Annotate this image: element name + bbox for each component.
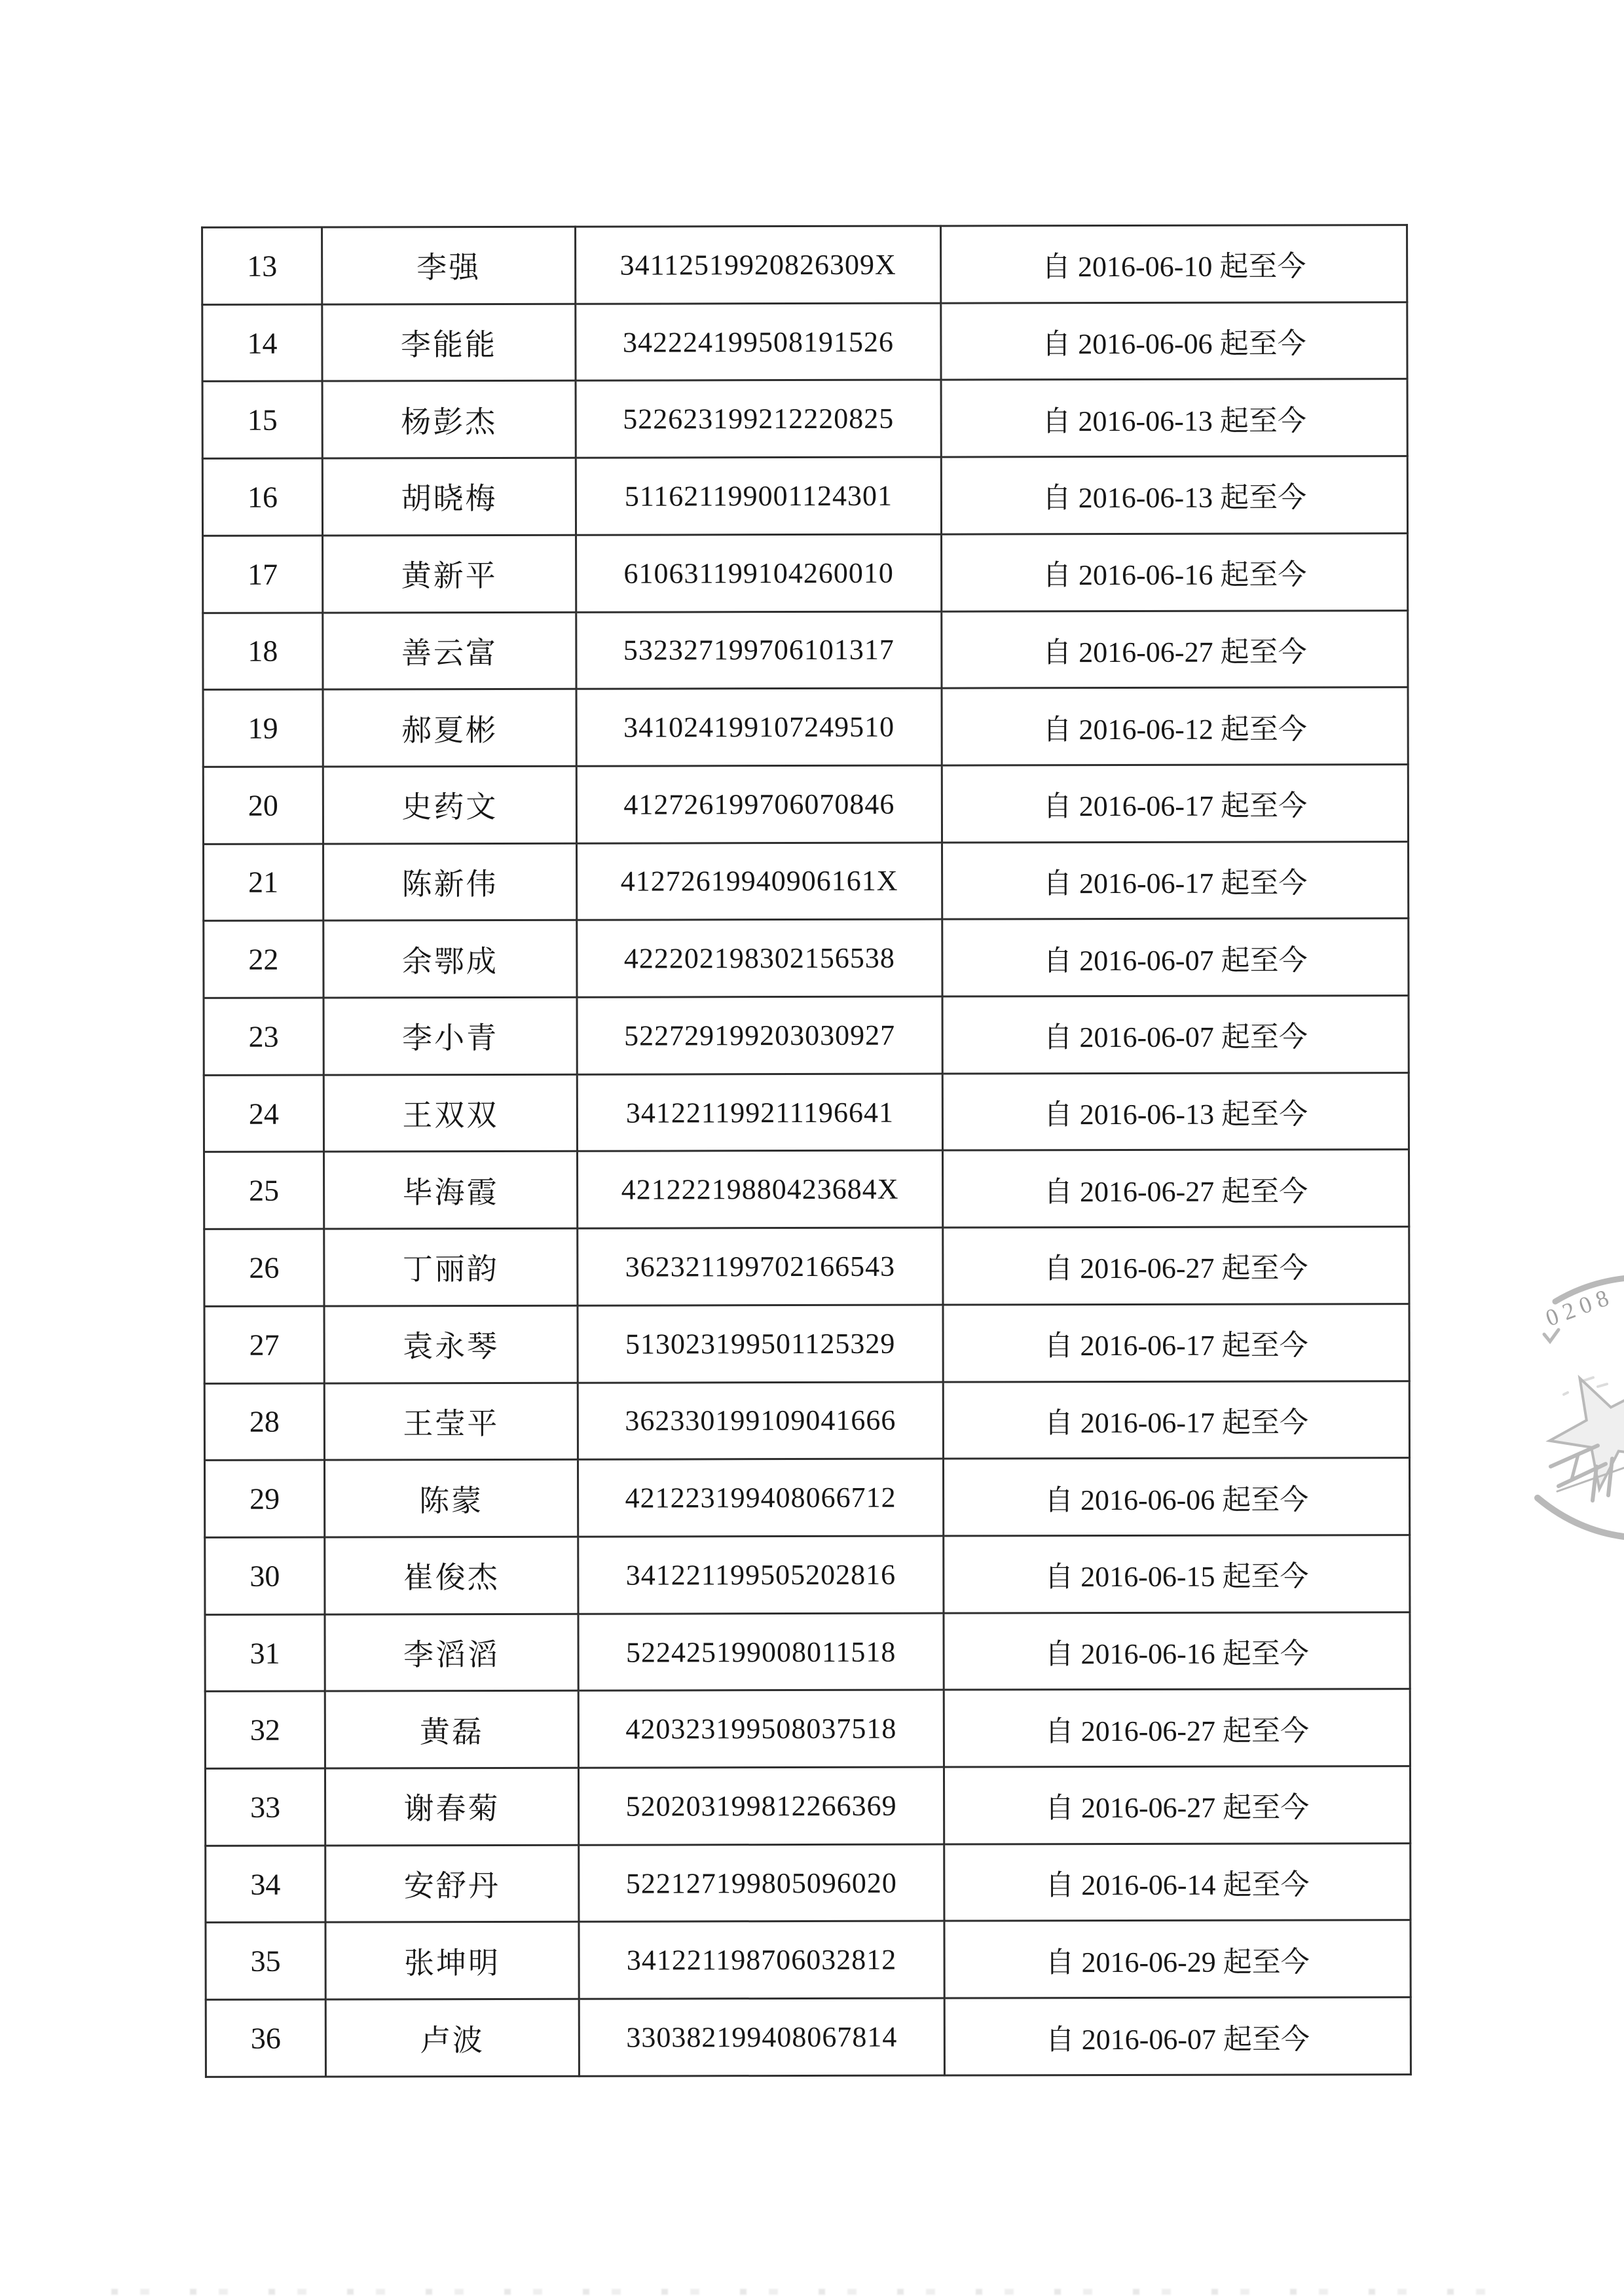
id-number-cell: 522729199203030927 — [577, 996, 942, 1074]
table-row — [203, 533, 1408, 613]
row-number-cell: 19 — [203, 689, 323, 767]
row-number-cell: 16 — [202, 458, 322, 536]
id-number-cell: 34112519920826309X — [576, 226, 941, 304]
table-row — [204, 1227, 1409, 1307]
table-row — [203, 764, 1408, 844]
period-cell: 自 2016-06-27 起至今 — [944, 1689, 1410, 1767]
table-row — [204, 1381, 1409, 1461]
name-cell: 安舒丹 — [325, 1845, 579, 1923]
id-number-cell: 412726199706070846 — [576, 765, 942, 843]
row-number-cell: 22 — [204, 920, 323, 998]
name-cell: 李小青 — [323, 997, 577, 1075]
id-number-cell: 522425199008011518 — [578, 1613, 944, 1691]
name-cell: 张坤明 — [325, 1922, 579, 2000]
row-number-cell: 15 — [202, 381, 322, 458]
period-cell: 自 2016-06-10 起至今 — [941, 225, 1407, 303]
row-number-cell: 31 — [205, 1614, 325, 1692]
table-row — [203, 610, 1408, 690]
name-cell: 黄新平 — [323, 535, 576, 613]
name-cell: 丁丽韵 — [324, 1228, 578, 1306]
id-number-cell: 330382199408067814 — [579, 1998, 944, 2076]
name-cell: 陈新伟 — [323, 843, 577, 921]
period-cell: 自 2016-06-14 起至今 — [944, 1843, 1411, 1921]
id-number-cell: 421223199408066712 — [578, 1459, 943, 1537]
id-number-cell: 511621199001124301 — [576, 457, 941, 535]
id-number-cell: 513023199501125329 — [578, 1305, 943, 1383]
id-number-cell: 341221198706032812 — [579, 1922, 944, 1999]
period-cell: 自 2016-06-17 起至今 — [942, 764, 1408, 842]
period-cell: 自 2016-06-07 起至今 — [944, 1997, 1411, 2075]
name-cell: 陈蒙 — [324, 1459, 578, 1537]
table-row — [205, 1766, 1410, 1846]
id-number-cell: 42122219880423684X — [578, 1151, 943, 1229]
id-number-cell: 532327199706101317 — [576, 611, 942, 689]
id-number-cell: 362330199109041666 — [578, 1382, 943, 1460]
id-number-cell: 342224199508191526 — [576, 303, 941, 381]
id-number-cell: 341221199505202816 — [578, 1536, 944, 1614]
records-table — [201, 224, 1412, 2078]
name-cell: 善云富 — [323, 612, 576, 690]
id-number-cell: 520203199812266369 — [578, 1767, 944, 1845]
name-cell: 胡晓梅 — [322, 458, 576, 536]
row-number-cell: 20 — [203, 767, 323, 844]
row-number-cell: 21 — [204, 844, 323, 921]
row-number-cell: 17 — [203, 536, 323, 613]
period-cell: 自 2016-06-16 起至今 — [942, 533, 1408, 611]
table-row — [205, 1535, 1410, 1615]
table-row — [205, 1612, 1410, 1692]
table-row — [204, 1303, 1409, 1383]
period-cell: 自 2016-06-17 起至今 — [943, 1381, 1409, 1459]
table-row — [204, 1150, 1409, 1230]
period-cell: 自 2016-06-15 起至今 — [944, 1535, 1410, 1613]
row-number-cell: 18 — [203, 613, 323, 690]
row-number-cell: 13 — [202, 227, 322, 304]
row-number-cell: 24 — [204, 1075, 323, 1152]
period-cell: 自 2016-06-29 起至今 — [944, 1920, 1411, 1998]
name-cell: 袁永琴 — [324, 1305, 578, 1383]
name-cell: 毕海霞 — [324, 1152, 578, 1230]
period-cell: 自 2016-06-07 起至今 — [942, 919, 1409, 996]
name-cell: 郝夏彬 — [323, 689, 576, 767]
table-row — [204, 919, 1409, 998]
id-number-cell: 420323199508037518 — [578, 1690, 944, 1768]
table-row — [204, 841, 1409, 921]
id-number-cell: 522127199805096020 — [579, 1844, 944, 1922]
seal-check-mark — [1544, 1330, 1559, 1341]
name-cell: 李滔滔 — [325, 1614, 578, 1692]
table-row — [202, 225, 1407, 305]
id-number-cell: 341221199211196641 — [577, 1074, 942, 1152]
period-cell: 自 2016-06-27 起至今 — [943, 1227, 1409, 1305]
id-number-cell: 341024199107249510 — [576, 688, 942, 766]
id-number-cell: 610631199104260010 — [576, 534, 942, 612]
row-number-cell: 36 — [206, 1999, 325, 2077]
table-row — [206, 1997, 1411, 2077]
name-cell: 谢春菊 — [325, 1768, 578, 1846]
official-seal — [1519, 1270, 1624, 1545]
period-cell: 自 2016-06-13 起至今 — [942, 1072, 1409, 1150]
period-cell: 自 2016-06-13 起至今 — [941, 379, 1407, 457]
period-cell: 自 2016-06-06 起至今 — [943, 1458, 1409, 1536]
table-body — [202, 225, 1411, 2077]
name-cell: 黄磊 — [325, 1691, 578, 1769]
table-row — [206, 1920, 1411, 2000]
name-cell: 余鄂成 — [323, 920, 577, 998]
row-number-cell: 33 — [205, 1768, 325, 1846]
table-row — [206, 1843, 1411, 1923]
name-cell: 史药文 — [323, 766, 576, 844]
table-row — [202, 456, 1407, 536]
seal-bottom-arc — [1538, 1498, 1624, 1537]
row-number-cell: 28 — [204, 1383, 324, 1461]
table-row — [204, 996, 1409, 1076]
id-number-cell: 422202198302156538 — [577, 919, 942, 997]
name-cell: 卢波 — [325, 1999, 579, 2077]
seal-serial-text: 0208 — [1542, 1282, 1618, 1332]
name-cell: 杨彭杰 — [322, 381, 576, 459]
name-cell: 李强 — [322, 227, 576, 304]
row-number-cell: 30 — [205, 1537, 325, 1614]
period-cell: 自 2016-06-27 起至今 — [944, 1766, 1410, 1844]
name-cell: 王双双 — [323, 1074, 577, 1152]
row-number-cell: 35 — [206, 1923, 325, 2000]
id-number-cell: 41272619940906161X — [577, 843, 942, 920]
period-cell: 自 2016-06-06 起至今 — [941, 302, 1407, 380]
row-number-cell: 25 — [204, 1152, 324, 1229]
table-row — [204, 1458, 1409, 1538]
row-number-cell: 14 — [202, 304, 322, 382]
id-number-cell: 362321199702166543 — [578, 1228, 943, 1305]
period-cell: 自 2016-06-13 起至今 — [941, 456, 1407, 534]
table-row — [204, 1072, 1409, 1152]
name-cell: 崔俊杰 — [325, 1537, 578, 1614]
table-row — [202, 302, 1407, 382]
period-cell: 自 2016-06-27 起至今 — [942, 610, 1408, 688]
period-cell: 自 2016-06-17 起至今 — [943, 1303, 1409, 1381]
row-number-cell: 26 — [204, 1229, 324, 1306]
table-row — [205, 1689, 1410, 1769]
table-row — [203, 687, 1408, 767]
period-cell: 自 2016-06-07 起至今 — [942, 996, 1409, 1074]
scan-noise-strip — [111, 2289, 1519, 2295]
period-cell: 自 2016-06-27 起至今 — [942, 1150, 1409, 1228]
period-cell: 自 2016-06-12 起至今 — [942, 687, 1408, 765]
row-number-cell: 34 — [206, 1846, 325, 1923]
period-cell: 自 2016-06-16 起至今 — [944, 1612, 1410, 1690]
row-number-cell: 27 — [204, 1306, 324, 1383]
row-number-cell: 23 — [204, 998, 323, 1075]
name-cell: 王莹平 — [324, 1383, 578, 1461]
period-cell: 自 2016-06-17 起至今 — [942, 841, 1409, 919]
row-number-cell: 29 — [204, 1460, 324, 1537]
name-cell: 李能能 — [322, 304, 576, 382]
id-number-cell: 522623199212220825 — [576, 380, 941, 458]
table-row — [202, 379, 1407, 459]
row-number-cell: 32 — [205, 1691, 325, 1768]
